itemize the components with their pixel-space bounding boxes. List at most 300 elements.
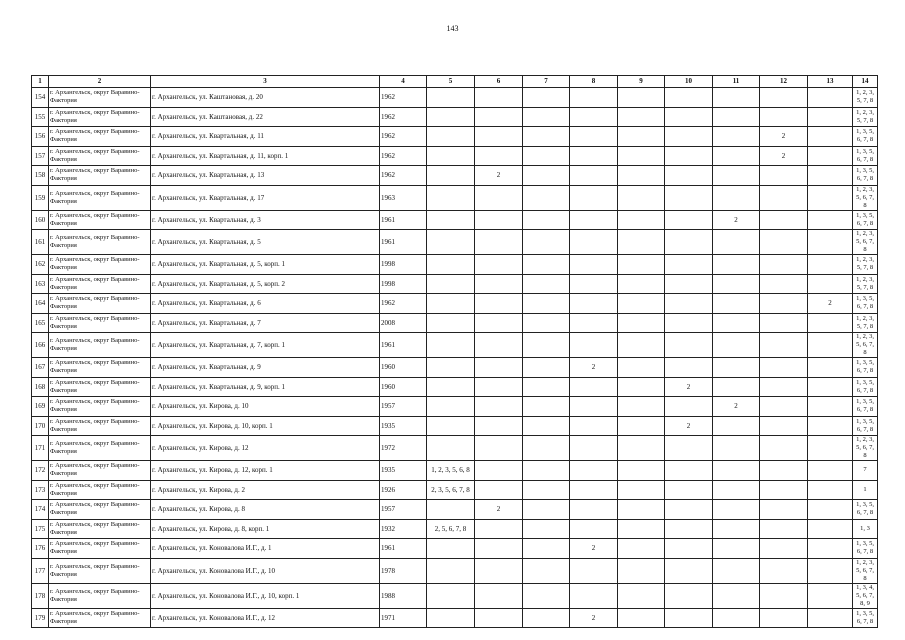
mark-col-10-cell [665,461,713,481]
row-number-cell: 171 [32,436,49,461]
mark-col-7-cell [523,608,570,628]
column-header-1: 1 [32,76,49,88]
mark-col-6-cell [475,146,523,166]
district-cell: г. Архангельск, округ Варавино-Фактория [49,185,151,210]
column-header-5: 5 [427,76,475,88]
mark-col-10-cell [665,500,713,520]
mark-col-9-cell [618,608,665,628]
mark-col-13-cell [808,480,853,500]
mark-col-8-cell [570,255,618,275]
mark-col-9-cell [618,333,665,358]
table-row [32,166,878,186]
mark-col-12-cell [760,461,808,481]
table-row [32,127,878,147]
mark-col-7-cell [523,210,570,230]
mark-col-9-cell [618,558,665,583]
mark-col-12-cell [760,500,808,520]
year-built-cell: 1962 [380,107,427,127]
mark-col-11-cell [713,608,760,628]
criteria-cell: 1, 2, 3, 5, 6, 7, 8 [853,185,878,210]
mark-col-9-cell [618,230,665,255]
mark-col-5-cell [427,558,475,583]
row-number-cell: 159 [32,185,49,210]
district-cell: г. Архангельск, округ Варавино-Фактория [49,500,151,520]
year-built-cell: 1972 [380,436,427,461]
mark-col-9-cell [618,107,665,127]
mark-col-12-cell [760,107,808,127]
mark-col-6-cell [475,539,523,559]
mark-col-5-cell [427,88,475,108]
mark-col-11-cell [713,416,760,436]
criteria-cell: 1, 3, 5, 6, 7, 8 [853,210,878,230]
table-row [32,358,878,378]
mark-col-7-cell [523,107,570,127]
mark-col-5-cell [427,313,475,333]
mark-col-12-cell [760,608,808,628]
criteria-cell: 1, 3, 5, 6, 7, 8 [853,608,878,628]
mark-col-7-cell [523,88,570,108]
criteria-cell: 1, 3, 5, 6, 7, 8 [853,358,878,378]
mark-col-6-cell [475,358,523,378]
mark-col-10-cell [665,436,713,461]
mark-col-8-cell [570,519,618,539]
mark-col-13-cell [808,230,853,255]
address-cell: г. Архангельск, ул. Каштановая, д. 20 [151,88,380,108]
mark-col-12-cell [760,519,808,539]
column-header-11: 11 [713,76,760,88]
mark-col-5-cell [427,127,475,147]
mark-col-8-cell [570,294,618,314]
mark-col-7-cell [523,416,570,436]
district-cell: г. Архангельск, округ Варавино-Фактория [49,146,151,166]
mark-col-13-cell [808,358,853,378]
address-cell: г. Архангельск, ул. Каштановая, д. 22 [151,107,380,127]
row-number-cell: 168 [32,377,49,397]
mark-col-8-cell: 2 [570,358,618,378]
mark-col-9-cell [618,436,665,461]
district-cell: г. Архангельск, округ Варавино-Фактория [49,397,151,417]
mark-col-12-cell [760,255,808,275]
mark-col-9-cell [618,127,665,147]
address-cell: г. Архангельск, ул. Коновалова И.Г., д. 1 [151,539,380,559]
district-cell: г. Архангельск, округ Варавино-Фактория [49,255,151,275]
year-built-cell: 1962 [380,166,427,186]
criteria-cell: 1, 3, 5, 6, 7, 8 [853,166,878,186]
address-cell: г. Архангельск, ул. Квартальная, д. 11, корп. 1 [151,146,380,166]
row-number-cell: 161 [32,230,49,255]
table-row [32,416,878,436]
mark-col-5-cell [427,416,475,436]
year-built-cell: 1957 [380,500,427,520]
table-row [32,397,878,417]
mark-col-11-cell [713,107,760,127]
row-number-cell: 172 [32,461,49,481]
address-cell: г. Архангельск, ул. Кирова, д. 10 [151,397,380,417]
row-number-cell: 158 [32,166,49,186]
year-built-cell: 1932 [380,519,427,539]
mark-col-10-cell [665,146,713,166]
mark-col-7-cell [523,519,570,539]
year-built-cell: 1998 [380,274,427,294]
address-cell: г. Архангельск, ул. Квартальная, д. 7 [151,313,380,333]
mark-col-10-cell [665,333,713,358]
mark-col-7-cell [523,539,570,559]
row-number-cell: 176 [32,539,49,559]
mark-col-11-cell [713,255,760,275]
row-number-cell: 154 [32,88,49,108]
mark-col-13-cell [808,558,853,583]
mark-col-6-cell [475,583,523,608]
mark-col-6-cell [475,127,523,147]
mark-col-5-cell [427,210,475,230]
column-header-7: 7 [523,76,570,88]
mark-col-12-cell [760,358,808,378]
mark-col-8-cell [570,88,618,108]
mark-col-9-cell [618,255,665,275]
mark-col-13-cell [808,333,853,358]
mark-col-5-cell [427,583,475,608]
table-row [32,480,878,500]
criteria-cell: 1, 2, 3, 5, 6, 7, 8 [853,333,878,358]
mark-col-7-cell [523,500,570,520]
mark-col-13-cell [808,210,853,230]
criteria-cell: 1, 3 [853,519,878,539]
mark-col-13-cell [808,146,853,166]
criteria-cell: 1, 2, 3, 5, 7, 8 [853,88,878,108]
address-cell: г. Архангельск, ул. Квартальная, д. 11 [151,127,380,147]
mark-col-5-cell [427,608,475,628]
criteria-cell: 1 [853,480,878,500]
mark-col-12-cell [760,274,808,294]
mark-col-6-cell [475,88,523,108]
mark-col-11-cell [713,377,760,397]
mark-col-6-cell [475,416,523,436]
mark-col-9-cell [618,294,665,314]
year-built-cell: 1971 [380,608,427,628]
address-cell: г. Архангельск, ул. Квартальная, д. 5, корп. 2 [151,274,380,294]
table-row [32,185,878,210]
address-cell: г. Архангельск, ул. Кирова, д. 8, корп. 1 [151,519,380,539]
row-number-cell: 165 [32,313,49,333]
mark-col-9-cell [618,146,665,166]
mark-col-12-cell [760,416,808,436]
mark-col-5-cell [427,500,475,520]
mark-col-8-cell [570,107,618,127]
year-built-cell: 1978 [380,558,427,583]
mark-col-6-cell [475,294,523,314]
table-row [32,230,878,255]
mark-col-8-cell [570,480,618,500]
table-row [32,461,878,481]
address-cell: г. Архангельск, ул. Коновалова И.Г., д. 10 [151,558,380,583]
mark-col-11-cell [713,333,760,358]
mark-col-10-cell [665,480,713,500]
mark-col-8-cell [570,127,618,147]
address-cell: г. Архангельск, ул. Квартальная, д. 5, корп. 1 [151,255,380,275]
mark-col-12-cell [760,539,808,559]
mark-col-5-cell: 2, 3, 5, 6, 7, 8 [427,480,475,500]
address-cell: г. Архангельск, ул. Коновалова И.Г., д. 10, корп. 1 [151,583,380,608]
mark-col-8-cell [570,397,618,417]
criteria-cell: 7 [853,461,878,481]
district-cell: г. Архангельск, округ Варавино-Фактория [49,127,151,147]
mark-col-12-cell [760,294,808,314]
column-header-8: 8 [570,76,618,88]
row-number-cell: 175 [32,519,49,539]
row-number-cell: 166 [32,333,49,358]
mark-col-8-cell [570,558,618,583]
mark-col-5-cell: 1, 2, 3, 5, 6, 8 [427,461,475,481]
column-header-6: 6 [475,76,523,88]
buildings-table [31,75,878,628]
mark-col-7-cell [523,313,570,333]
mark-col-12-cell [760,436,808,461]
mark-col-12-cell [760,377,808,397]
mark-col-9-cell [618,358,665,378]
column-header-2: 2 [49,76,151,88]
table-row [32,377,878,397]
mark-col-8-cell [570,583,618,608]
row-number-cell: 157 [32,146,49,166]
table-row [32,583,878,608]
mark-col-5-cell [427,107,475,127]
address-cell: г. Архангельск, ул. Квартальная, д. 7, корп. 1 [151,333,380,358]
mark-col-6-cell [475,313,523,333]
mark-col-13-cell [808,608,853,628]
mark-col-11-cell [713,519,760,539]
mark-col-10-cell [665,107,713,127]
mark-col-7-cell [523,377,570,397]
mark-col-8-cell [570,166,618,186]
year-built-cell: 1926 [380,480,427,500]
row-number-cell: 177 [32,558,49,583]
column-header-13: 13 [808,76,853,88]
district-cell: г. Архангельск, округ Варавино-Фактория [49,583,151,608]
column-header-4: 4 [380,76,427,88]
mark-col-11-cell [713,127,760,147]
mark-col-5-cell [427,274,475,294]
year-built-cell: 1935 [380,461,427,481]
mark-col-9-cell [618,274,665,294]
mark-col-12-cell [760,333,808,358]
column-header-12: 12 [760,76,808,88]
address-cell: г. Архангельск, ул. Квартальная, д. 9, корп. 1 [151,377,380,397]
mark-col-10-cell [665,294,713,314]
mark-col-6-cell [475,185,523,210]
year-built-cell: 1962 [380,146,427,166]
criteria-cell: 1, 2, 3, 5, 7, 8 [853,255,878,275]
mark-col-6-cell [475,519,523,539]
mark-col-10-cell [665,185,713,210]
mark-col-13-cell [808,88,853,108]
mark-col-10-cell [665,166,713,186]
table-row [32,88,878,108]
district-cell: г. Архангельск, округ Варавино-Фактория [49,519,151,539]
mark-col-8-cell [570,333,618,358]
mark-col-5-cell: 2, 5, 6, 7, 8 [427,519,475,539]
mark-col-13-cell [808,539,853,559]
mark-col-12-cell: 2 [760,146,808,166]
mark-col-5-cell [427,146,475,166]
mark-col-9-cell [618,500,665,520]
address-cell: г. Архангельск, ул. Кирова, д. 2 [151,480,380,500]
mark-col-13-cell [808,313,853,333]
mark-col-13-cell [808,397,853,417]
address-cell: г. Архангельск, ул. Квартальная, д. 3 [151,210,380,230]
district-cell: г. Архангельск, округ Варавино-Фактория [49,480,151,500]
mark-col-12-cell [760,166,808,186]
mark-col-5-cell [427,377,475,397]
district-cell: г. Архангельск, округ Варавино-Фактория [49,416,151,436]
row-number-cell: 178 [32,583,49,608]
mark-col-6-cell [475,397,523,417]
mark-col-12-cell [760,210,808,230]
mark-col-6-cell [475,107,523,127]
mark-col-6-cell [475,436,523,461]
criteria-cell: 1, 2, 3, 5, 6, 7, 8 [853,436,878,461]
mark-col-7-cell [523,480,570,500]
criteria-cell: 1, 2, 3, 5, 6, 7, 8 [853,230,878,255]
mark-col-10-cell: 2 [665,416,713,436]
mark-col-5-cell [427,436,475,461]
address-cell: г. Архангельск, ул. Квартальная, д. 17 [151,185,380,210]
mark-col-12-cell [760,583,808,608]
mark-col-5-cell [427,333,475,358]
year-built-cell: 1960 [380,377,427,397]
mark-col-6-cell [475,255,523,275]
year-built-cell: 1961 [380,539,427,559]
mark-col-11-cell [713,358,760,378]
year-built-cell: 1988 [380,583,427,608]
row-number-cell: 170 [32,416,49,436]
mark-col-7-cell [523,294,570,314]
column-header-14: 14 [853,76,878,88]
district-cell: г. Архангельск, округ Варавино-Фактория [49,436,151,461]
district-cell: г. Архангельск, округ Варавино-Фактория [49,210,151,230]
mark-col-10-cell [665,558,713,583]
mark-col-11-cell [713,558,760,583]
mark-col-13-cell [808,166,853,186]
mark-col-13-cell [808,461,853,481]
mark-col-5-cell [427,294,475,314]
table-row [32,436,878,461]
mark-col-8-cell [570,146,618,166]
mark-col-10-cell [665,313,713,333]
address-cell: г. Архангельск, ул. Кирова, д. 12 [151,436,380,461]
mark-col-11-cell [713,294,760,314]
mark-col-8-cell [570,500,618,520]
district-cell: г. Архангельск, округ Варавино-Фактория [49,294,151,314]
mark-col-7-cell [523,583,570,608]
mark-col-9-cell [618,185,665,210]
mark-col-7-cell [523,166,570,186]
district-cell: г. Архангельск, округ Варавино-Фактория [49,377,151,397]
mark-col-10-cell [665,397,713,417]
district-cell: г. Архангельск, округ Варавино-Фактория [49,107,151,127]
mark-col-9-cell [618,583,665,608]
mark-col-11-cell [713,313,760,333]
mark-col-10-cell [665,608,713,628]
mark-col-11-cell [713,539,760,559]
criteria-cell: 1, 3, 4, 5, 6, 7, 8, 9 [853,583,878,608]
mark-col-5-cell [427,255,475,275]
mark-col-10-cell [665,210,713,230]
mark-col-8-cell [570,436,618,461]
mark-col-5-cell [427,230,475,255]
mark-col-5-cell [427,358,475,378]
address-cell: г. Архангельск, ул. Квартальная, д. 9 [151,358,380,378]
mark-col-6-cell [475,274,523,294]
criteria-cell: 1, 3, 5, 6, 7, 8 [853,500,878,520]
mark-col-7-cell [523,436,570,461]
criteria-cell: 1, 2, 3, 5, 7, 8 [853,274,878,294]
year-built-cell: 1961 [380,333,427,358]
mark-col-9-cell [618,519,665,539]
mark-col-5-cell [427,166,475,186]
table-row [32,558,878,583]
criteria-cell: 1, 2, 3, 5, 7, 8 [853,107,878,127]
mark-col-11-cell: 2 [713,210,760,230]
mark-col-13-cell [808,107,853,127]
criteria-cell: 1, 3, 5, 6, 7, 8 [853,397,878,417]
mark-col-6-cell [475,333,523,358]
mark-col-13-cell [808,255,853,275]
table-header [32,76,878,88]
mark-col-13-cell: 2 [808,294,853,314]
column-header-9: 9 [618,76,665,88]
mark-col-9-cell [618,313,665,333]
mark-col-11-cell: 2 [713,397,760,417]
mark-col-8-cell [570,377,618,397]
criteria-cell: 1, 3, 5, 6, 7, 8 [853,146,878,166]
row-number-cell: 162 [32,255,49,275]
criteria-cell: 1, 2, 3, 5, 7, 8 [853,313,878,333]
row-number-cell: 164 [32,294,49,314]
mark-col-13-cell [808,274,853,294]
mark-col-5-cell [427,539,475,559]
address-cell: г. Архангельск, ул. Кирова, д. 8 [151,500,380,520]
mark-col-6-cell: 2 [475,500,523,520]
table-row [32,539,878,559]
mark-col-7-cell [523,230,570,255]
mark-col-10-cell [665,358,713,378]
mark-col-11-cell [713,166,760,186]
mark-col-9-cell [618,88,665,108]
row-number-cell: 173 [32,480,49,500]
mark-col-11-cell [713,500,760,520]
mark-col-7-cell [523,146,570,166]
address-cell: г. Архангельск, ул. Кирова, д. 12, корп. 1 [151,461,380,481]
criteria-cell: 1, 3, 5, 6, 7, 8 [853,539,878,559]
criteria-cell: 1, 3, 5, 6, 7, 8 [853,127,878,147]
mark-col-13-cell [808,416,853,436]
district-cell: г. Архангельск, округ Варавино-Фактория [49,539,151,559]
mark-col-13-cell [808,519,853,539]
district-cell: г. Архангельск, округ Варавино-Фактория [49,313,151,333]
mark-col-8-cell: 2 [570,539,618,559]
address-cell: г. Архангельск, ул. Квартальная, д. 6 [151,294,380,314]
column-header-3: 3 [151,76,380,88]
row-number-cell: 169 [32,397,49,417]
mark-col-12-cell [760,313,808,333]
criteria-cell: 1, 3, 5, 6, 7, 8 [853,416,878,436]
mark-col-9-cell [618,416,665,436]
district-cell: г. Архангельск, округ Варавино-Фактория [49,358,151,378]
mark-col-8-cell [570,416,618,436]
mark-col-10-cell: 2 [665,377,713,397]
district-cell: г. Архангельск, округ Варавино-Фактория [49,608,151,628]
district-cell: г. Архангельск, округ Варавино-Фактория [49,274,151,294]
